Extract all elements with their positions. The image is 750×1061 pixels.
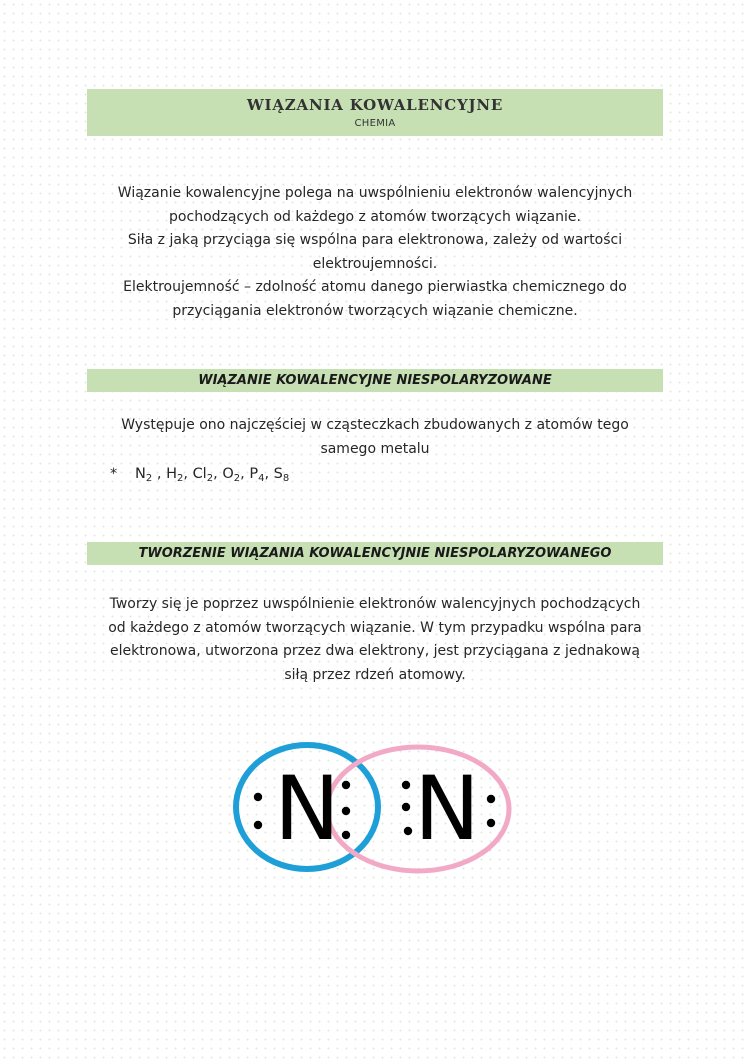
title-banner: [87, 89, 663, 136]
right-nitrogen-symbol: N: [414, 757, 480, 860]
section-heading-formation: TWORZENIE WIĄZANIA KOWALENCYJNIE NIESPOLARYZOWANEGO: [87, 542, 663, 565]
bullet-icon: *: [110, 466, 118, 482]
section2-line: siłą przez rdzeń atomowy.: [284, 666, 466, 683]
section1-line: samego metalu: [320, 440, 430, 457]
section2-line: elektronowa, utworzona przez dwa elektrony, jest przyciągana z jednakową: [110, 643, 640, 659]
intro-line: Siła z jaką przyciąga się wspólna para elektronowa, zależy od wartości: [127, 232, 623, 248]
electron-dot: [342, 781, 350, 789]
electron-dot: [487, 795, 495, 803]
section2-line: Tworzy się je poprzez uwspólnienie elektronów walencyjnych pochodzących: [109, 596, 641, 612]
intro-line: przyciągania elektronów tworzących wiązanie chemiczne.: [172, 302, 578, 319]
electron-dot: [254, 793, 262, 801]
formula: $Cl_2$,: [192, 466, 223, 484]
formula: $S_8$: [273, 466, 290, 484]
intro-line: elektroujemności.: [312, 255, 438, 272]
formula: $O_2$,: [222, 466, 250, 484]
intro-line: Elektroujemność – zdolność atomu danego pierwiastka chemicznego do: [123, 279, 627, 295]
electron-dot: [342, 831, 350, 839]
intro-line: Wiązanie kowalencyjne polega na uwspólnieniu elektronów walencyjnych: [117, 185, 633, 201]
section-heading-nonpolar: WIĄZANIE KOWALENCYJNE NIESPOLARYZOWANE: [87, 369, 663, 392]
left-nitrogen-symbol: N: [274, 757, 340, 860]
section2-line: od każdego z atomów tworzących wiązanie. W tym przypadku wspólna para: [108, 619, 642, 636]
formula: $H_2$,: [166, 466, 193, 484]
section1-paragraph: [100, 414, 650, 461]
intro-paragraph: [100, 182, 650, 323]
electron-dot: [404, 827, 412, 835]
n2-lewis-diagram: [225, 735, 525, 880]
electron-dot: [402, 803, 410, 811]
electron-dot: [402, 781, 410, 789]
page-title: WIĄZANIA KOWALENCYJNE: [246, 96, 504, 114]
electron-dot: [487, 819, 495, 827]
intro-line: pochodzących od każdego z atomów tworzących wiązanie.: [169, 208, 581, 225]
page-subtitle: CHEMIA: [354, 118, 396, 129]
section2-paragraph: [100, 593, 650, 687]
section1-line: Występuje ono najczęściej w cząsteczkach zbudowanych z atomów tego: [121, 417, 629, 433]
molecule-examples: [110, 466, 289, 484]
electron-dot: [342, 807, 350, 815]
electron-dot: [254, 821, 262, 829]
formula: $P_4$,: [249, 466, 274, 484]
formula: $N_2$ ,: [135, 466, 167, 484]
